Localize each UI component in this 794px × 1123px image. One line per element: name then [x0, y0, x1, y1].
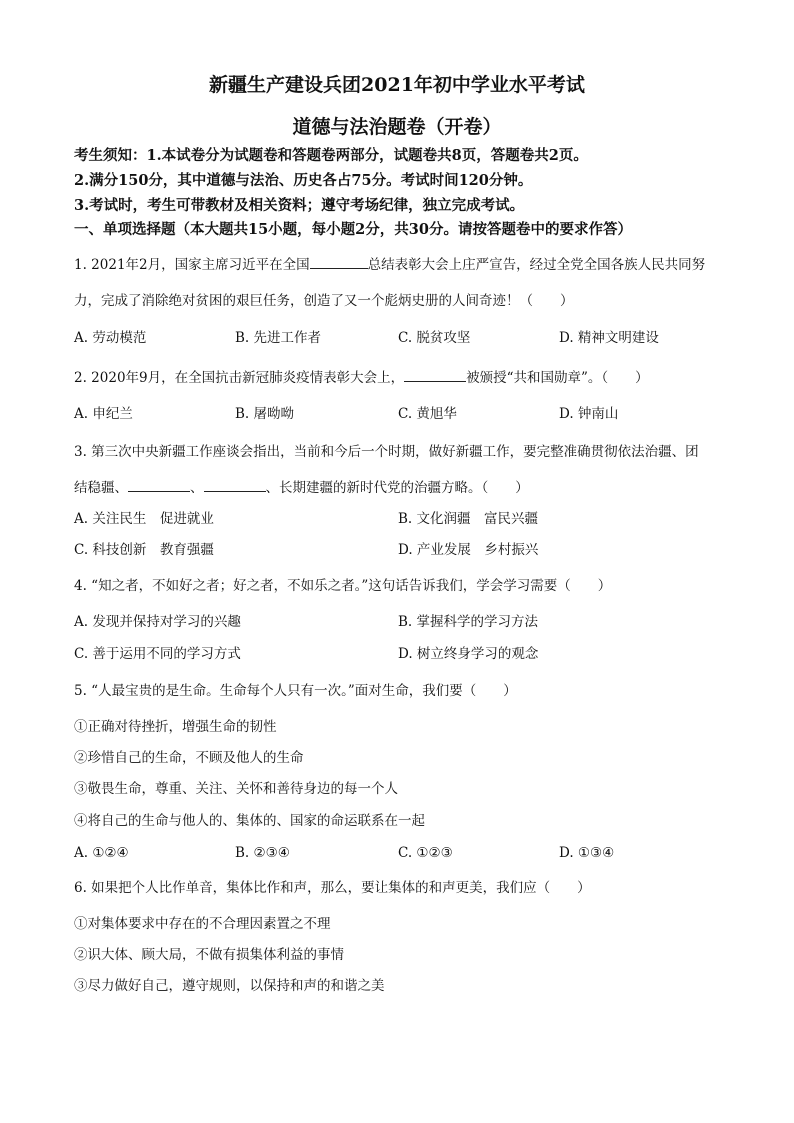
q2-option-d: D. 钟南山	[559, 406, 619, 422]
q3-option-a: A. 关注民生 促进就业	[74, 511, 214, 527]
q6-statement-3: ③尽力做好自己，遵守规则，以保持和声的和谐之美	[74, 978, 385, 994]
section-heading: 一、单项选择题（本大题共15小题，每小题2分，共30分。请按答题卷中的要求作答）	[74, 221, 632, 238]
question-2-text-post: 被颁授“共和国勋章”。（ ）	[466, 370, 649, 386]
question-2-text-pre: 2. 2020年9月，在全国抗击新冠肺炎疫情表彰大会上，	[74, 370, 405, 386]
answer-blank	[204, 479, 266, 492]
q5-option-c: C. ①②③	[398, 845, 453, 861]
q4-option-d: D. 树立终身学习的观念	[398, 646, 539, 662]
notice-line-3: 3.考试时，考生可带教材及相关资料；遵守考场纪律，独立完成考试。	[74, 197, 525, 214]
q4-option-b: B. 掌握科学的学习方法	[398, 614, 539, 630]
q5-statement-1: ①正确对待挫折，增强生命的韧性	[74, 719, 277, 735]
answer-blank	[404, 369, 466, 382]
q6-statement-2: ②识大体、顾大局，不做有损集体利益的事情	[74, 947, 344, 963]
q4-option-a: A. 发现并保持对学习的兴趣	[74, 614, 241, 630]
question-4-line-1: 4. “知之者，不如好之者；好之者，不如乐之者。”这句话告诉我们，学会学习需要（ ）	[74, 578, 612, 594]
q1-option-c: C. 脱贫攻坚	[398, 330, 471, 346]
q3-option-c: C. 科技创新 教育强疆	[74, 542, 214, 558]
q3-option-d: D. 产业发展 乡村振兴	[398, 542, 539, 558]
question-3-line-2	[74, 479, 529, 497]
q5-option-a: A. ①②④	[74, 845, 129, 861]
question-1-line-2: 力，完成了消除绝对贫困的艰巨任务，创造了又一个彪炳史册的人间奇迹！（ ）	[74, 293, 574, 309]
answer-blank	[310, 256, 368, 269]
q5-statement-3: ③敬畏生命，尊重、关注、关怀和善待身边的每一个人	[74, 781, 398, 797]
q2-option-a: A. 申纪兰	[74, 406, 133, 422]
question-3-text-post: 、长期建疆的新时代党的治疆方略。（ ）	[265, 480, 529, 496]
q6-statement-1: ①对集体要求中存在的不合理因素置之不理	[74, 916, 331, 932]
answer-blank	[128, 479, 190, 492]
q5-option-b: B. ②③④	[235, 845, 290, 861]
exam-subtitle: 道德与法治题卷（开卷）	[292, 116, 502, 138]
q2-option-b: B. 屠呦呦	[235, 406, 295, 422]
question-1-text-post: 总结表彰大会上庄严宣告，经过全党全国各族人民共同努	[367, 257, 706, 273]
question-1-line-1	[74, 256, 705, 274]
q4-option-c: C. 善于运用不同的学习方式	[74, 646, 241, 662]
notice-line-2: 2.满分150分，其中道德与法治、历史各占75分。考试时间120分钟。	[74, 172, 533, 189]
notice-line-1: 考生须知：1.本试卷分为试题卷和答题卷两部分，试题卷共8页，答题卷共2页。	[74, 147, 588, 164]
q1-option-a: A. 劳动模范	[74, 330, 147, 346]
q3-option-b: B. 文化润疆 富民兴疆	[398, 511, 539, 527]
question-1-text-pre: 1. 2021年2月，国家主席习近平在全国	[74, 257, 310, 273]
question-2-line-1	[74, 369, 649, 387]
question-6-line-1: 6. 如果把个人比作单音，集体比作和声，那么，要让集体的和声更美，我们应（ ）	[74, 880, 591, 896]
q5-option-d: D. ①③④	[559, 845, 615, 861]
question-3-text-mid: 、	[190, 480, 204, 496]
exam-title: 新疆生产建设兵团2021年初中学业水平考试	[209, 74, 585, 96]
q5-statement-4: ④将自己的生命与他人的、集体的、国家的命运联系在一起	[74, 813, 425, 829]
question-3-line-1: 3. 第三次中央新疆工作座谈会指出，当前和今后一个时期，做好新疆工作，要完整准确贯彻依法治疆、团	[74, 444, 699, 460]
q1-option-b: B. 先进工作者	[235, 330, 322, 346]
q1-option-d: D. 精神文明建设	[559, 330, 659, 346]
question-5-line-1: 5. “人最宝贵的是生命。生命每个人只有一次。”面对生命，我们要（ ）	[74, 683, 517, 699]
q5-statement-2: ②珍惜自己的生命，不顾及他人的生命	[74, 750, 304, 766]
question-3-text-pre: 结稳疆、	[74, 480, 128, 496]
q2-option-c: C. 黄旭华	[398, 406, 457, 422]
